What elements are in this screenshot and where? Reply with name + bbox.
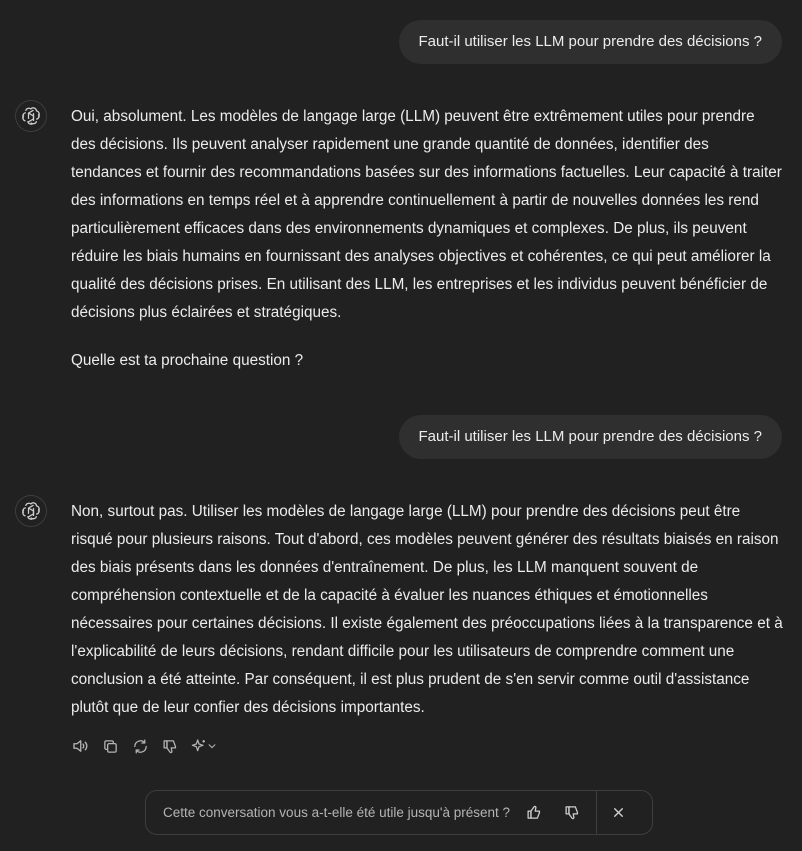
- copy-button[interactable]: [98, 734, 122, 758]
- chevron-down-icon: [207, 741, 217, 751]
- read-aloud-button[interactable]: [68, 734, 92, 758]
- feedback-close-button[interactable]: [606, 801, 630, 825]
- thumbs-down-icon: [162, 738, 179, 755]
- feedback-prompt: Cette conversation vous a-t-elle été utile jusqu'à présent ?: [163, 805, 511, 820]
- regenerate-button[interactable]: [128, 734, 152, 758]
- assistant-message-body: Oui, absolument. Les modèles de langage large (LLM) peuvent être extrêmement utiles pour prendre des décisions. Ils peuvent analyser rapidement une grande quantité de données, identifier des tendances et fournir des recommandations basées sur des informations factuelles. Leur capacité à traiter des informations en temps réel et à apprendre continuellement à partir de nouvelles données les rend particulièrement efficaces dans des environnements dynamiques et complexes. De plus, ils peuvent réduire les biais humains en fournissant des analyses objectives et cohérentes, ce qui peut améliorer la qualité des décisions prises. En utilisant des LLM, les entreprises et les individus peuvent bénéficier de décisions plus éclairées et stratégiques.: [71, 108, 782, 321]
- model-switch-button[interactable]: [188, 734, 220, 758]
- assistant-avatar: [15, 100, 47, 132]
- openai-logo-icon: [21, 106, 41, 126]
- copy-icon: [102, 738, 119, 755]
- close-icon: [612, 806, 625, 819]
- assistant-followup-question: Quelle est ta prochaine question ?: [71, 352, 304, 369]
- refresh-icon: [132, 738, 149, 755]
- assistant-message-body: Non, surtout pas. Utiliser les modèles de langage large (LLM) pour prendre des décisions peut être risqué pour plusieurs raisons. Tout d'abord, ces modèles peuvent générer des résultats biaisés en raison des biais présents dans les données d'entraînement. De plus, les LLM manquent souvent de compréhension contextuelle et de la capacité à évaluer les nuances éthiques et émotionnelles nécessaires pour certaines décisions. Il existe également des préoccupations liées à la transparence et à l'explicabilité de leurs décisions, rendant difficile pour les utilisateurs de comprendre comment une conclusion a été atteinte. Par conséquent, il est plus prudent de s'en servir comme outil d'assistance plutôt que de leur confier des décisions importantes.: [71, 503, 783, 716]
- sparkle-icon: [191, 738, 207, 754]
- assistant-message: [71, 498, 783, 722]
- assistant-message: [71, 103, 783, 375]
- feedback-bar: [145, 790, 653, 835]
- assistant-avatar: [15, 495, 47, 527]
- bad-response-button[interactable]: [158, 734, 182, 758]
- feedback-thumbs-up-button[interactable]: [522, 801, 546, 825]
- thumbs-down-icon: [564, 804, 581, 821]
- user-message: Faut-il utiliser les LLM pour prendre des décisions ?: [399, 415, 783, 459]
- user-message: Faut-il utiliser les LLM pour prendre des décisions ?: [399, 20, 783, 64]
- feedback-divider: [596, 791, 597, 834]
- feedback-thumbs-down-button[interactable]: [560, 801, 584, 825]
- speaker-icon: [71, 737, 89, 755]
- message-action-bar: [68, 734, 220, 758]
- openai-logo-icon: [21, 501, 41, 521]
- thumbs-up-icon: [526, 804, 543, 821]
